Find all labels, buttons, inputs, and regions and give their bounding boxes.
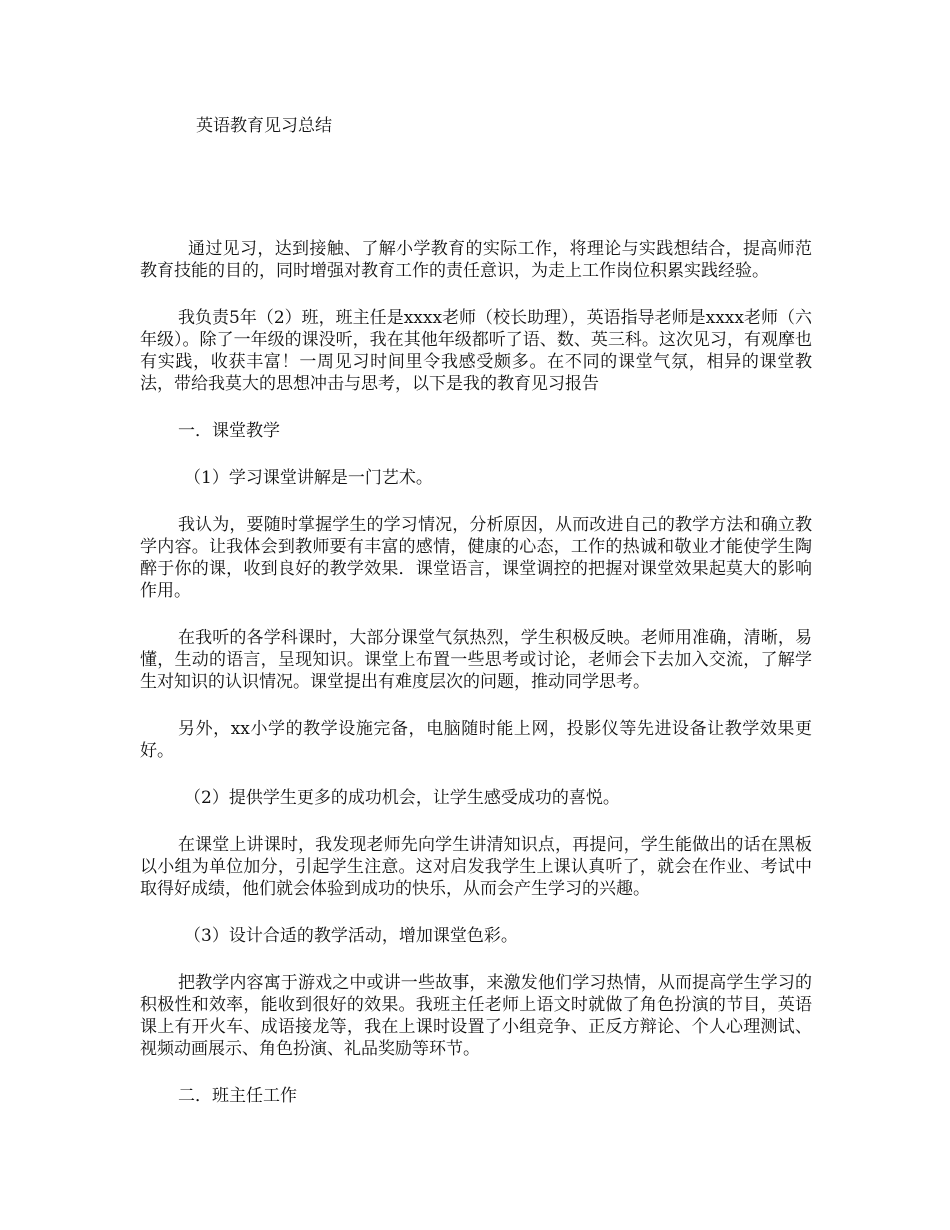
document-body — [140, 238, 812, 1132]
paragraph-facilities: 另外，xx小学的教学设施完备，电脑随时能上网，投影仪等先进设备让教学效果更好。 — [140, 719, 812, 761]
paragraph-success-opportunities: 在课堂上讲课时，我发现老师先向学生讲清知识点，再提问，学生能做出的话在黑板以小组为单位加分，引起学生注意。这对启发我学生上课认真听了，就会在作业、考试中取得好成绩，他们就会体验到成功的快乐，从而会产生学习的兴趣。 — [140, 835, 812, 899]
paragraph-class-atmosphere: 在我听的各学科课时，大部分课堂气氛热烈，学生积极反映。老师用准确，清晰，易懂，生动的语言，呈现知识。课堂上布置一些思考或讨论，老师会下去加入交流，了解学生对知识的认识情况。课堂提出有难度层次的问题，推动同学思考。 — [140, 628, 812, 692]
subheading-1: （1）学习课堂讲解是一门艺术。 — [184, 468, 433, 488]
paragraph-class-info: 我负责5年（2）班，班主任是xxxx老师（校长助理），英语指导老师是xxxx老师（六年级）。除了一年级的课没听，我在其他年级都听了语、数、英三科。这次见习，有观摩也有实践，收获丰富！一周见习时间里令我感受颇多。在不同的课堂气氛，相异的课堂教法，带给我莫大的思想冲击与思考，以下是我的教育见习报告 — [140, 308, 812, 394]
section-heading-head-teacher: 二．班主任工作 — [178, 1086, 297, 1106]
paragraph-teaching-method: 我认为，要随时掌握学生的学习情况，分析原因，从而改进自己的教学方法和确立教学内容。让我体会到教师要有丰富的感情，健康的心态，工作的热诚和敬业才能使学生陶醉于你的课，收到良好的教学效果．课堂语言，课堂调控的把握对课堂效果起莫大的影响作用。 — [140, 515, 812, 601]
section-heading-classroom-teaching: 一．课堂教学 — [178, 421, 280, 441]
subheading-3: （3）设计合适的教学活动，增加课堂色彩。 — [184, 926, 518, 946]
subheading-2: （2）提供学生更多的成功机会，让学生感受成功的喜悦。 — [184, 788, 620, 808]
document-title: 英语教育见习总结 — [196, 116, 332, 136]
paragraph-teaching-activities: 把教学内容寓于游戏之中或讲一些故事，来激发他们学习热情，从而提高学生学习的积极性和效率，能收到很好的效果。我班主任老师上语文时就做了角色扮演的节目，英语课上有开火车、成语接龙等，我在上课时设置了小组竞争、正反方辩论、个人心理测试、视频动画展示、角色扮演、礼品奖励等环节。 — [140, 973, 812, 1059]
intro-paragraph: 通过见习，达到接触、了解小学教育的实际工作，将理论与实践想结合，提高师范教育技能的目的，同时增强对教育工作的责任意识，为走上工作岗位积累实践经验。 — [140, 239, 812, 281]
